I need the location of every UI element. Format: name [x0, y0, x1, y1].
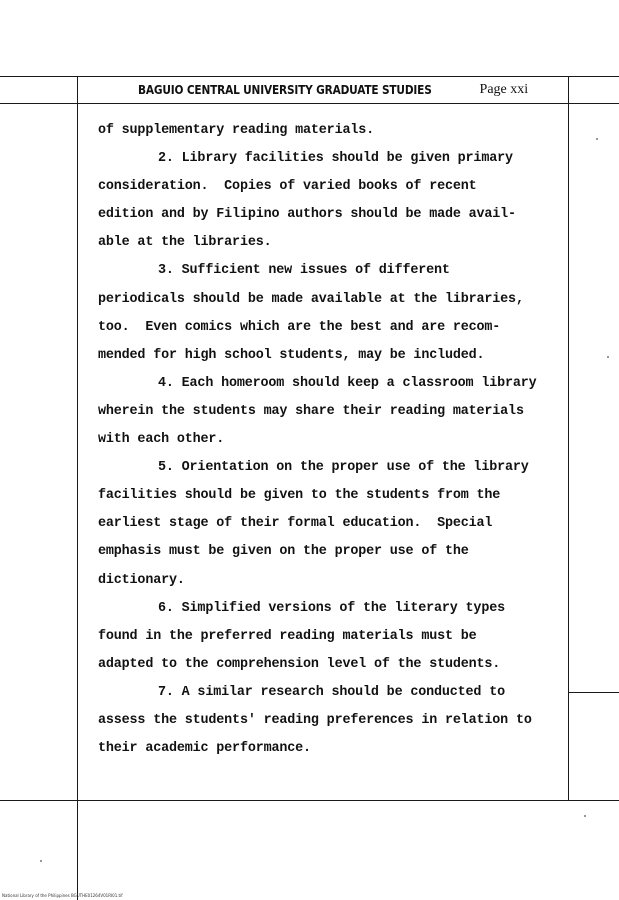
- text-line: able at the libraries.: [98, 235, 272, 251]
- recommendation-6: 6. Simplified versions of the literary types: [158, 600, 505, 616]
- page-number: Page xxi: [479, 82, 529, 97]
- right-edge-rule: [568, 692, 619, 693]
- header-bottom-rule: [0, 103, 619, 104]
- text-line: with each other.: [98, 432, 225, 448]
- text-line: wherein the students may share their reading materials: [98, 403, 524, 419]
- text-line: adapted to the comprehension level of the students.: [98, 656, 501, 672]
- text-line: edition and by Filipino authors should be made avail-: [98, 207, 516, 223]
- text-line: of supplementary reading materials.: [98, 123, 374, 138]
- page-header: [78, 78, 568, 102]
- header-top-rule: [0, 76, 619, 77]
- recommendation-7: 7. A similar research should be conducted to: [158, 684, 505, 700]
- text-line: mended for high school students, may be included.: [98, 347, 485, 363]
- text-line: earliest stage of their formal education. Special: [98, 516, 493, 532]
- text-line: their academic performance.: [98, 741, 311, 757]
- body-text: [98, 117, 568, 763]
- scan-speck: [584, 815, 586, 817]
- text-line: found in the preferred reading materials must be: [98, 628, 477, 644]
- recommendation-3: 3. Sufficient new issues of different: [158, 263, 450, 279]
- footer-rule: [0, 800, 619, 801]
- left-margin-rule: [77, 76, 78, 900]
- text-line: periodicals should be made available at the libraries,: [98, 291, 524, 307]
- recommendation-2: 2. Library facilities should be given primary: [158, 151, 513, 167]
- text-line: emphasis must be given on the proper use of the: [98, 544, 469, 560]
- text-line: assess the students' reading preferences in relation to: [98, 712, 532, 728]
- source-note: National Library of the Philippines BGUTHE01264V01RI01.tif: [2, 893, 123, 898]
- text-line: too. Even comics which are the best and are recom-: [98, 319, 501, 335]
- text-line: dictionary.: [98, 572, 185, 588]
- scan-speck: [607, 356, 609, 358]
- text-line: facilities should be given to the students from the: [98, 488, 501, 504]
- recommendation-5: 5. Orientation on the proper use of the library: [158, 460, 529, 476]
- scan-speck: [596, 138, 598, 140]
- header-title: BAGUIO CENTRAL UNIVERSITY GRADUATE STUDIES: [137, 83, 432, 97]
- scan-speck: [40, 860, 42, 862]
- recommendation-4: 4. Each homeroom should keep a classroom library: [158, 375, 537, 391]
- text-line: consideration. Copies of varied books of recent: [98, 179, 477, 195]
